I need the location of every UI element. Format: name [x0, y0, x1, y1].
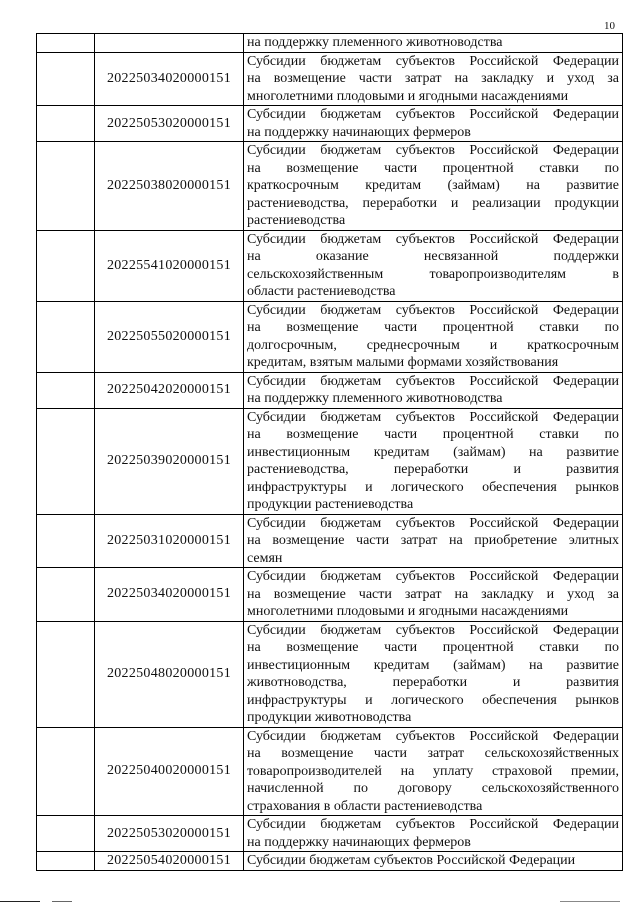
- description-cell: [244, 301, 623, 372]
- budget-code-cell: 20225541020000151: [95, 230, 244, 301]
- description-line: на возмещение части процентной ставки по: [247, 640, 619, 655]
- description-line: сельскохозяйственным товаропроизводителям в: [247, 266, 619, 282]
- description-cell: [244, 816, 623, 852]
- description-line: растениеводства: [247, 213, 346, 228]
- description-line: на поддержку начинающих фермеров: [247, 124, 471, 140]
- empty-cell: [37, 408, 95, 514]
- description-line: на возмещение части процентной ставки по: [247, 320, 619, 335]
- table-row: [37, 816, 623, 852]
- budget-code-cell: 20225034020000151: [95, 52, 244, 106]
- empty-cell: [37, 52, 95, 106]
- description-line: Субсидии бюджетам субъектов Российской Федерации: [247, 107, 619, 122]
- table-row: [37, 52, 623, 106]
- description-line: Субсидии бюджетам субъектов Российской Федерации: [247, 143, 619, 158]
- description-cell: [244, 568, 623, 622]
- description-line: на поддержку племенного животноводства: [247, 391, 503, 406]
- description-line: Субсидии бюджетам субъектов Российской Федерации: [247, 409, 619, 425]
- description-line: инвестиционным кредитам (займам) на развитие: [247, 657, 619, 673]
- empty-cell: [37, 852, 95, 871]
- description-line: товаропроизводителей на уплату страховой премии,: [247, 763, 619, 779]
- page-number: 10: [604, 20, 615, 32]
- description-line: семян: [247, 550, 283, 566]
- description-line: кредитам, взятым малыми формами хозяйствования: [247, 355, 559, 370]
- description-line: на возмещение части затрат сельскохозяйственных: [247, 746, 619, 761]
- description-line: Субсидии бюджетам субъектов Российской Федерации: [247, 373, 619, 389]
- empty-cell: [37, 514, 95, 568]
- table-row: [37, 852, 623, 871]
- description-line: на возмещение части процентной ставки по: [247, 427, 619, 442]
- table-row: [37, 142, 623, 231]
- description-line: на возмещение части затрат на приобретение элитных: [247, 533, 619, 548]
- table-body: [37, 34, 623, 871]
- description-line: Субсидии бюджетам субъектов Российской Федерации: [247, 728, 619, 744]
- budget-code-cell: 20225039020000151: [95, 408, 244, 514]
- empty-cell: [37, 816, 95, 852]
- description-cell: [244, 52, 623, 106]
- description-cell: [244, 34, 623, 53]
- description-line: инвестиционным кредитам (займам) на развитие: [247, 444, 619, 460]
- description-cell: [244, 230, 623, 301]
- description-line: страхования в области растениеводства: [247, 798, 483, 814]
- description-line: Субсидии бюджетам субъектов Российской Федерации: [247, 231, 619, 247]
- budget-codes-table: [36, 33, 623, 871]
- budget-code-cell: 20225053020000151: [95, 106, 244, 142]
- description-line: Субсидии бюджетам субъектов Российской Федерации: [247, 569, 619, 584]
- budget-code-cell: 20225053020000151: [95, 816, 244, 852]
- description-line: долгосрочным, среднесрочным и краткосрочным: [247, 337, 619, 353]
- table-row: [37, 727, 623, 816]
- footer-scan-mark: [0, 901, 40, 902]
- budget-code-cell: 20225038020000151: [95, 142, 244, 231]
- description-line: начисленной по договору сельскохозяйственного: [247, 781, 619, 796]
- empty-cell: [37, 727, 95, 816]
- description-line: инфраструктуры и логического обеспечения рынков: [247, 692, 619, 708]
- table-row: [37, 106, 623, 142]
- description-line: Субсидии бюджетам субъектов Российской Федерации: [247, 622, 619, 638]
- description-line: Субсидии бюджетам субъектов Российской Федерации: [247, 515, 619, 531]
- budget-code-cell: 20225031020000151: [95, 514, 244, 568]
- empty-cell: [37, 34, 95, 53]
- table-row: [37, 372, 623, 408]
- description-line: продукции животноводства: [247, 710, 412, 725]
- budget-code-cell: 20225048020000151: [95, 621, 244, 727]
- description-line: инфраструктуры и логического обеспечения рынков: [247, 479, 619, 495]
- table-row: [37, 408, 623, 514]
- description-line: краткосрочным кредитам (займам) на развитие: [247, 178, 619, 193]
- description-line: растениеводства, переработки и реализации продукции: [247, 195, 619, 211]
- description-line: многолетними плодовыми и ягодными насаждениями: [247, 604, 569, 619]
- description-cell: [244, 142, 623, 231]
- description-line: на возмещение части затрат на закладку и уход за: [247, 586, 619, 602]
- footer-scan-mark: [52, 901, 72, 902]
- budget-code-cell: 20225042020000151: [95, 372, 244, 408]
- table-row: [37, 230, 623, 301]
- empty-cell: [37, 230, 95, 301]
- empty-cell: [37, 106, 95, 142]
- description-cell: [244, 727, 623, 816]
- footer-scan-mark: [560, 901, 620, 902]
- description-line: Субсидии бюджетам субъектов Российской Федерации: [247, 53, 619, 69]
- description-line: растениеводства, переработки и развития: [247, 462, 619, 477]
- description-line: на оказание несвязанной поддержки: [247, 249, 619, 264]
- description-line: на поддержку племенного животноводства: [247, 35, 503, 50]
- description-line: Субсидии бюджетам субъектов Российской Федерации: [247, 302, 619, 318]
- description-line: Субсидии бюджетам субъектов Российской Федерации: [247, 817, 619, 832]
- table-row: [37, 514, 623, 568]
- description-line: животноводства, переработки и развития: [247, 675, 619, 690]
- description-line: области растениеводства: [247, 284, 396, 299]
- description-line: Субсидии бюджетам субъектов Российской Федерации: [247, 853, 576, 868]
- description-cell: [244, 514, 623, 568]
- description-line: на возмещение части затрат на закладку и уход за: [247, 71, 619, 86]
- budget-code-cell: 20225055020000151: [95, 301, 244, 372]
- table-row: [37, 621, 623, 727]
- empty-cell: [37, 142, 95, 231]
- table-row: [37, 34, 623, 53]
- description-cell: [244, 621, 623, 727]
- budget-code-cell: 20225040020000151: [95, 727, 244, 816]
- table-row: [37, 301, 623, 372]
- description-line: продукции растениеводства: [247, 497, 414, 512]
- description-line: многолетними плодовыми и ягодными насаждениями: [247, 88, 569, 104]
- description-cell: [244, 408, 623, 514]
- description-line: на возмещение части процентной ставки по: [247, 160, 619, 176]
- description-cell: [244, 852, 623, 871]
- budget-code-cell: 20225054020000151: [95, 852, 244, 871]
- budget-code-cell: 20225034020000151: [95, 568, 244, 622]
- empty-cell: [37, 621, 95, 727]
- description-line: на поддержку начинающих фермеров: [247, 834, 471, 850]
- budget-code-cell: [95, 34, 244, 53]
- empty-cell: [37, 372, 95, 408]
- empty-cell: [37, 301, 95, 372]
- description-cell: [244, 372, 623, 408]
- table-row: [37, 568, 623, 622]
- description-cell: [244, 106, 623, 142]
- empty-cell: [37, 568, 95, 622]
